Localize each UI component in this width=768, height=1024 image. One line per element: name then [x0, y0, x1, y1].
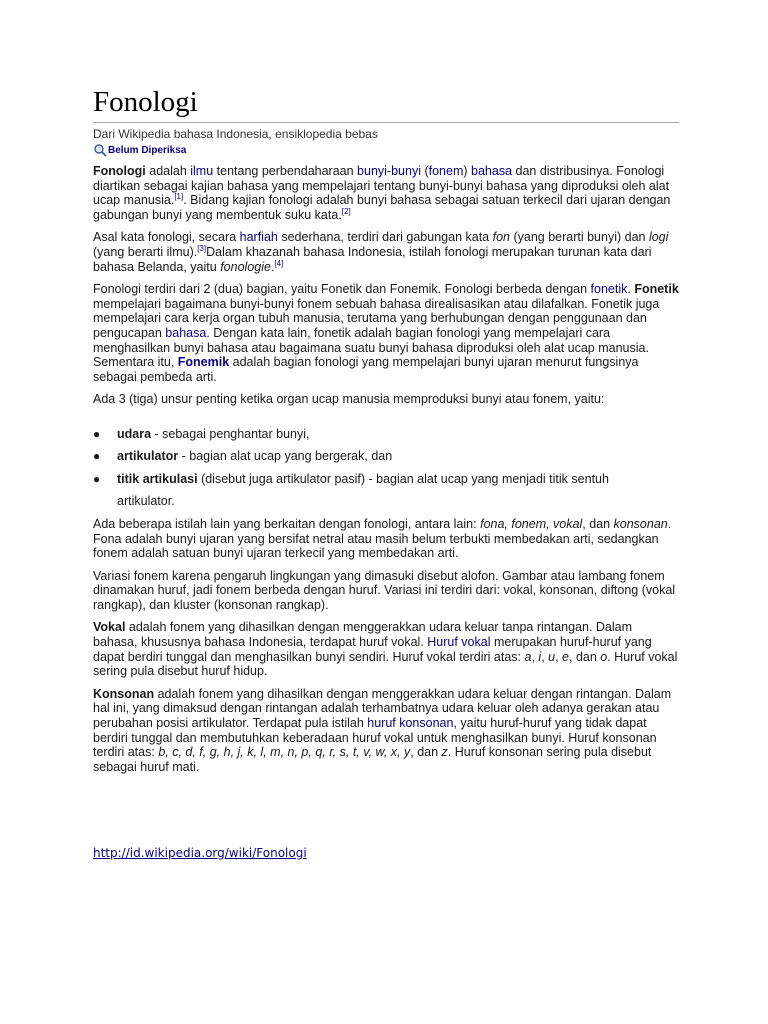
term-fonologi: Fonologi — [93, 164, 146, 178]
link-huruf-vokal[interactable]: Huruf vokal — [427, 635, 491, 650]
text: Fonologi terdiri dari 2 (dua) bagian, yaitu Fonetik dan Fonemik. Fonologi berbeda dengan — [93, 282, 591, 297]
list-item — [93, 445, 679, 468]
page-subtitle: Dari Wikipedia bahasa Indonesia, ensiklopedia bebas — [93, 127, 378, 141]
text: (disebut juga artikulator pasif) - bagian alat ucap yang menjadi titik sentuh — [197, 471, 609, 486]
text: , — [531, 649, 539, 664]
text: . Huruf konsonan sering pula disebut sebagai huruf mati. — [93, 745, 652, 774]
paragraph-elements: Ada 3 (tiga) unsur penting ketika organ ucap manusia memproduksi bunyi atau fonem, yaitu: — [93, 392, 605, 407]
text: - bagian alat ucap yang bergerak, dan — [178, 449, 393, 464]
text: Ada beberapa istilah lain yang berkaitan dengan fonologi, antara lain: — [93, 516, 481, 531]
link-fonem[interactable]: fonem — [428, 164, 464, 178]
review-status-link[interactable]: Belum Diperiksa — [108, 144, 187, 156]
text: ( — [420, 164, 429, 178]
paragraph-terms — [93, 517, 679, 561]
text: (yang berarti bunyi) dan — [509, 230, 649, 245]
term-artikulator: artikulator — [117, 449, 179, 464]
term-titik-artikulasi: titik artikulasi — [117, 471, 198, 486]
ref-3[interactable]: [3] — [197, 243, 207, 253]
text: , yaitu huruf-huruf yang tidak dapat berdiri tunggal dan membutuhkan keberadaan huruf vokal untuk menghasilkan bunyi. Huruf konsonan terdiri atas: — [93, 716, 657, 760]
text: sederhana, terdiri dari gabungan kata — [277, 230, 493, 245]
letter: u — [548, 649, 556, 664]
link-bunyi-bunyi[interactable]: bunyi-bunyi — [357, 164, 421, 178]
text: , — [541, 649, 549, 664]
term-udara: udara — [117, 426, 152, 441]
text: , dan — [410, 745, 442, 760]
term-fonologie: fonologie — [220, 259, 271, 274]
link-bahasa-2[interactable]: bahasa — [165, 325, 207, 340]
letter: z — [441, 745, 448, 760]
review-badge — [93, 143, 679, 157]
text: dan distribusinya. Fonologi diartikan sebagai kajian bahasa yang mempelajari tentang bunyi-bunyi bahasa yang diproduksi oleh alat ucap manusia. — [93, 164, 670, 208]
article — [93, 84, 679, 774]
ref-2[interactable]: [2] — [341, 206, 351, 216]
text: , dan — [569, 649, 601, 664]
text: adalah — [145, 164, 191, 178]
link-fonetik[interactable]: fonetik — [590, 282, 628, 297]
link-fonemik[interactable]: Fonemik — [177, 355, 230, 370]
bullet: ● — [93, 426, 101, 441]
text: . — [270, 259, 275, 274]
text: . Huruf vokal sering pula disebut huruf hidup. — [93, 649, 678, 679]
link-harfiah[interactable]: harfiah — [239, 230, 278, 245]
text: (yang berarti ilmu). — [93, 244, 198, 259]
magnifier-icon — [93, 143, 107, 157]
text: , dan — [582, 516, 614, 531]
link-bahasa[interactable]: bahasa — [471, 164, 513, 178]
text: tentang perbendaharaan — [213, 164, 358, 178]
paragraph-konsonan — [93, 687, 679, 775]
term-konsonan: konsonan — [613, 516, 668, 531]
letter: i — [538, 649, 542, 664]
text: , — [555, 649, 563, 664]
ref-1[interactable]: [1] — [174, 192, 184, 202]
elements-list — [93, 423, 679, 513]
term-fon: fon — [492, 230, 510, 245]
text: ) — [463, 164, 472, 178]
consonant-letters: b, c, d, f, g, h, j, k, l, m, n, p, q, r, s, t, v, w, x, y — [158, 745, 411, 760]
text: . — [627, 282, 635, 297]
text: artikulator. — [117, 494, 175, 509]
text: adalah fonem yang dihasilkan dengan menggerakkan udara keluar dengan rintangan. Dalam hal ini, yang dimaksud dengan rintangan adalah terhambatnya udara keluar oleh adanya gerakan atau perubahan posisi artikulator. Terdapat pula istilah — [93, 686, 672, 731]
ref-4[interactable]: [4] — [274, 258, 284, 268]
text: adalah fonem yang dihasilkan dengan menggerakkan udara keluar tanpa rintangan. Dalam bahasa, khususnya bahasa Indonesia, terdapat huruf vokal. — [93, 620, 633, 650]
link-ilmu[interactable]: ilmu — [190, 164, 214, 178]
page-title: Fonologi — [93, 84, 679, 123]
term-fonetik: Fonetik — [634, 282, 679, 297]
term-vokal: Vokal — [93, 620, 126, 635]
text: adalah bagian fonologi yang mempelajari bunyi ujaran menurut fungsinya sebagai pembeda arti. — [93, 355, 639, 384]
list-item — [93, 468, 679, 513]
term-logi: logi — [648, 230, 669, 245]
paragraph-parts — [93, 282, 679, 384]
text: . Bidang kajian fonologi adalah bunyi bahasa sebagai satuan terkecil dari ujaran dengan gabungan bunyi yang membentuk suku kata. — [93, 193, 671, 222]
paragraph-etymology — [93, 230, 679, 274]
text: merupakan huruf-huruf yang dapat berdiri tunggal dan menghasilkan bunyi sendiri. Huruf vokal terdiri atas: — [93, 635, 652, 664]
letter: e — [562, 649, 569, 664]
paragraph-intro — [93, 164, 679, 222]
text: . Dengan kata lain, fonetik adalah bagian fonologi yang mempelajari cara menghasilkan bunyi bahasa atau bagaimana suatu bunyi bahasa diproduksi oleh alat ucap manusia. Sementara itu, — [93, 325, 649, 370]
text: Asal kata fonologi, secara — [93, 230, 240, 245]
source-url-link[interactable]: http://id.wikipedia.org/wiki/Fonologi — [93, 846, 307, 860]
letter: a — [524, 649, 532, 664]
terms-italic: fona, fonem, vokal — [480, 516, 583, 531]
text: . Fona adalah bunyi ujaran yang bersifat netral atau masih belum terbukti membedakan arti, sedangkan fonem adalah satuan bunyi ujaran terkecil yang membedakan arti. — [93, 516, 672, 561]
letter: o — [600, 649, 608, 664]
text: Dalam khazanah bahasa Indonesia, istilah fonologi merupakan turunan kata dari bahasa Belanda, yaitu — [93, 244, 652, 274]
bullet: ● — [93, 471, 101, 486]
bullet: ● — [93, 449, 101, 464]
list-item — [93, 423, 679, 446]
text: - sebagai penghantar bunyi, — [151, 426, 310, 441]
link-huruf-konsonan[interactable]: huruf konsonan — [367, 716, 454, 731]
term-konsonan-bold: Konsonan — [93, 686, 155, 701]
paragraph-variasi: Variasi fonem karena pengaruh lingkungan yang dimasuki disebut alofon. Gambar atau lambang fonem dinamakan huruf, jadi fonem berbeda dengan huruf. Variasi ini terdiri dari: vokal, konsonan, diftong (vokal rangkap), dan kluster (konsonan rangkap). — [93, 568, 676, 612]
paragraph-vokal — [93, 620, 679, 678]
text: mempelajari bagaimana bunyi-bunyi fonem sebuah bahasa direalisasikan atau dilafalkan. Fonetik juga mempelajari cara kerja organ tubuh manusia, terutama yang berhubungan dengan penggunaan dan pengucapan — [93, 296, 660, 340]
